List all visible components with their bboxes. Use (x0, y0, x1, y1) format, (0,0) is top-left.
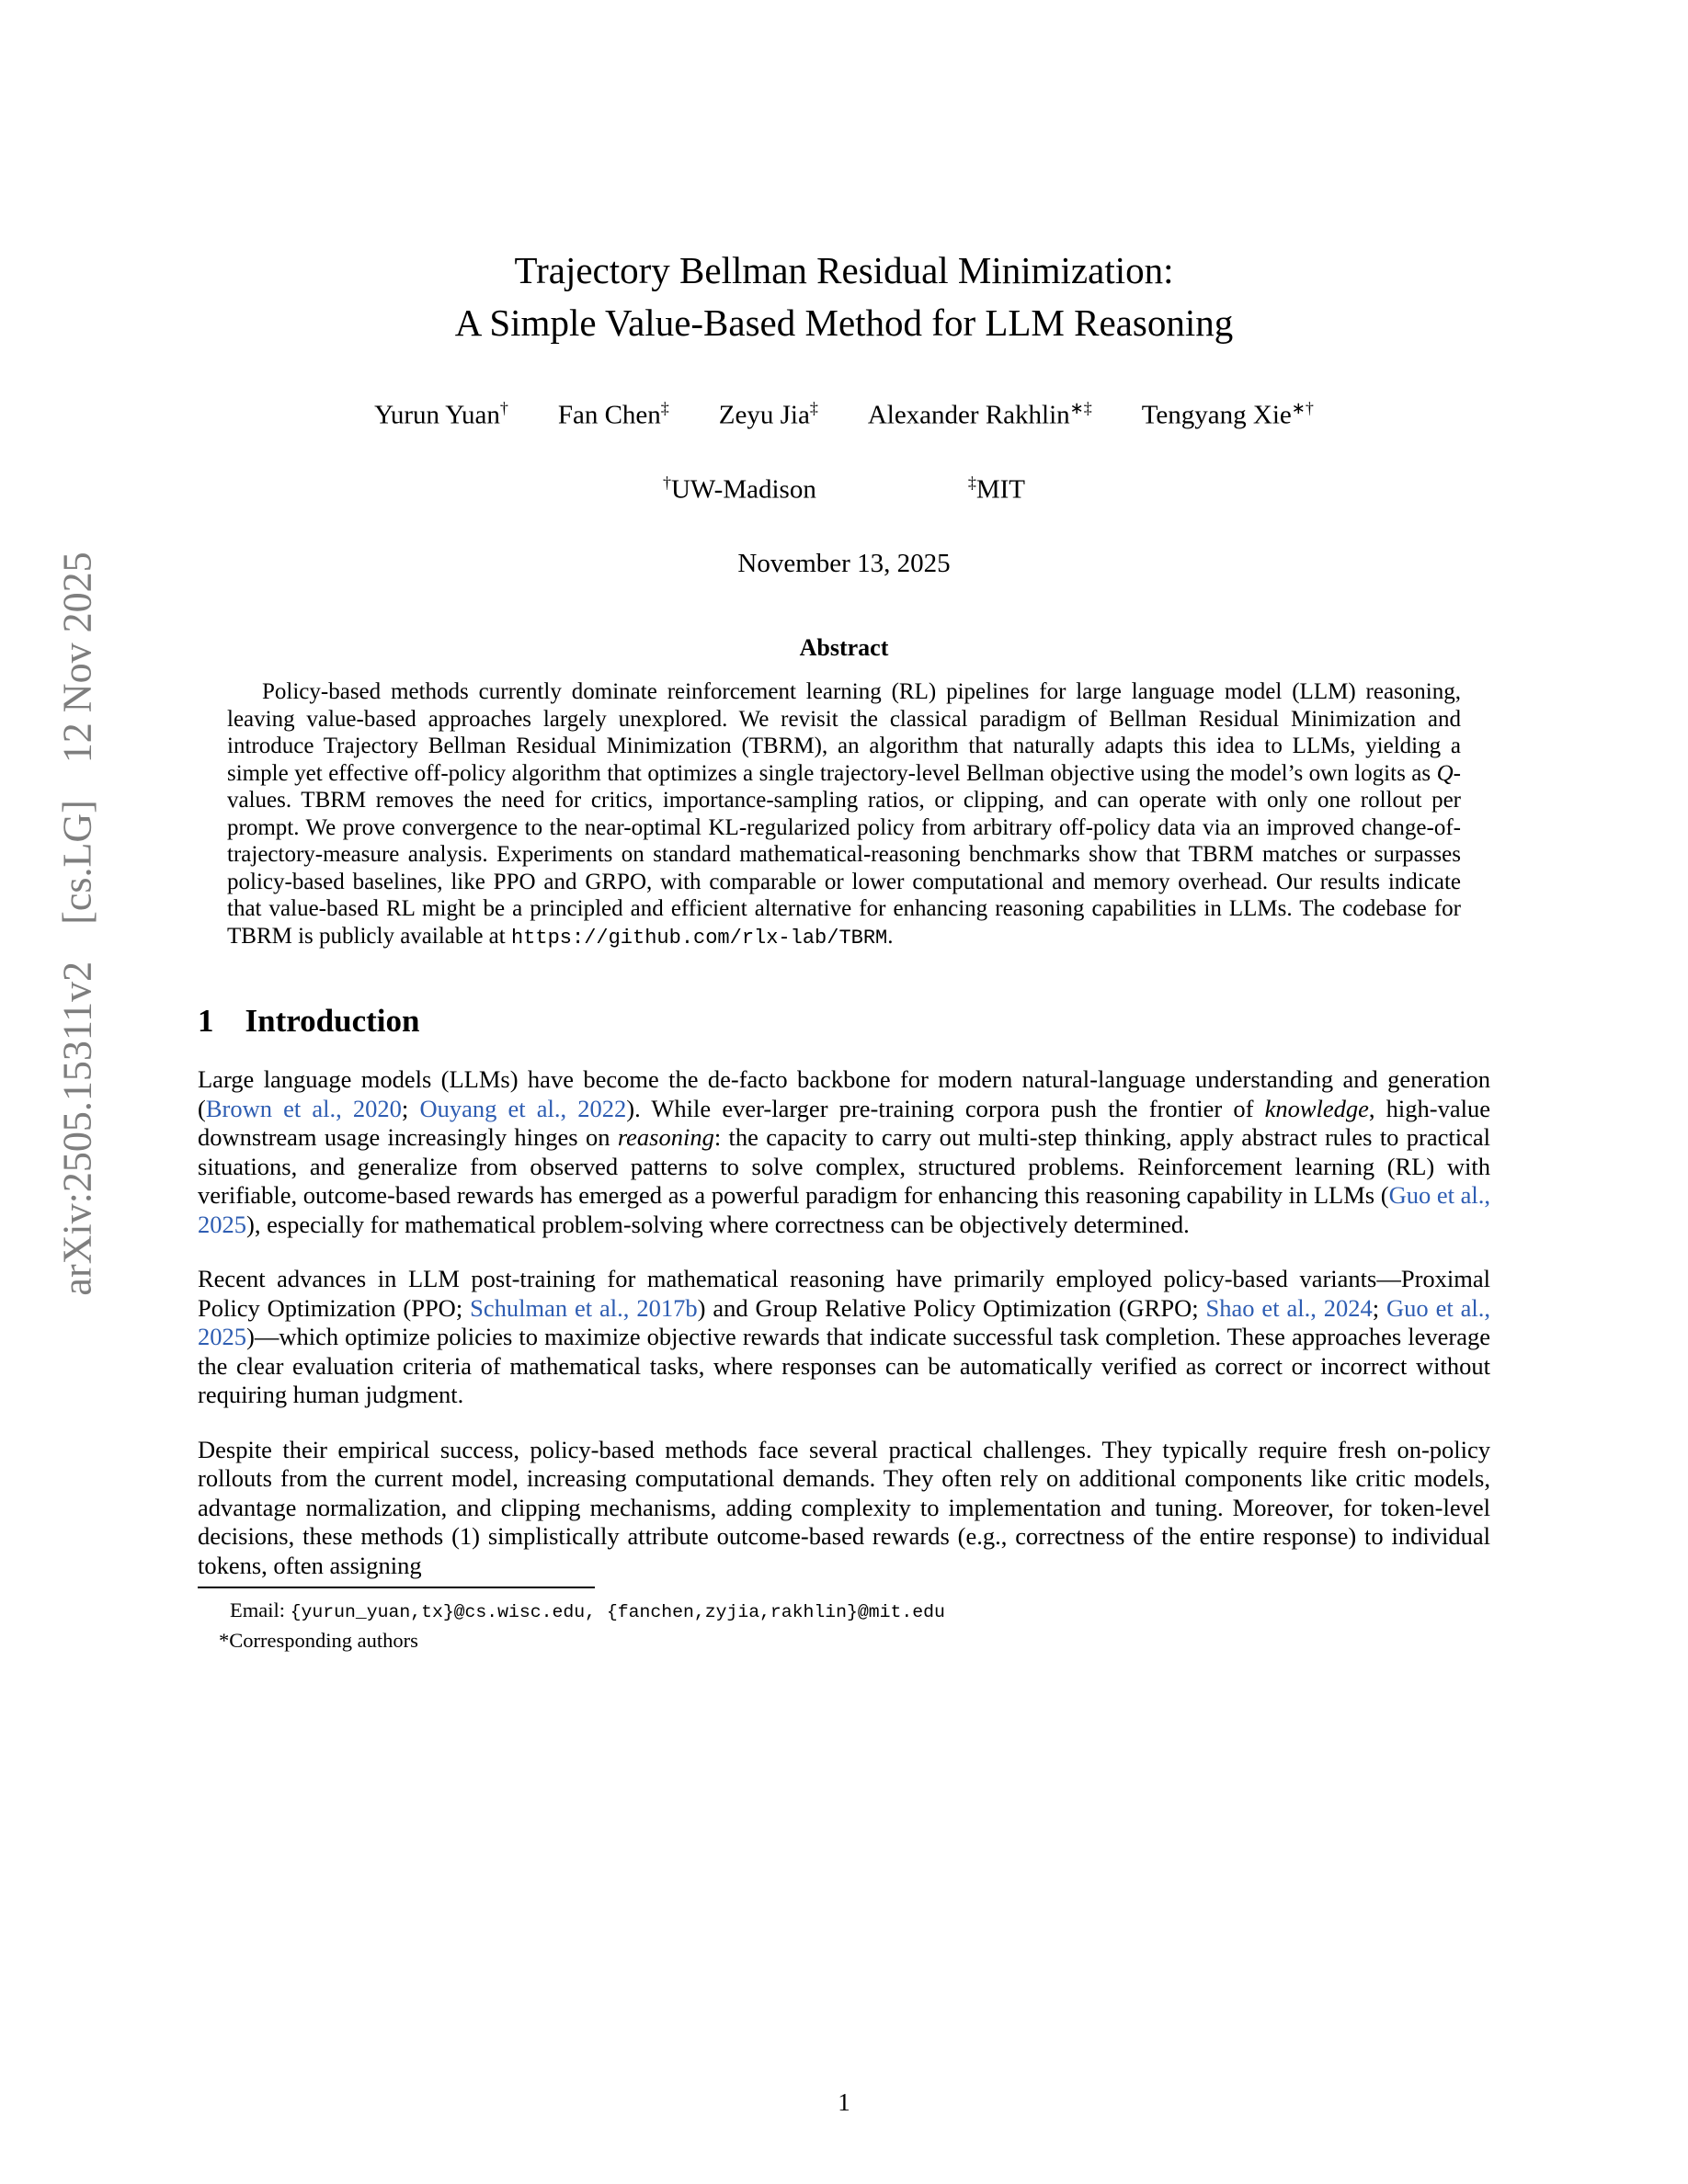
footnote-rule (198, 1587, 595, 1588)
affiliation (663, 473, 816, 506)
section-title: Introduction (245, 1003, 420, 1040)
author (1142, 399, 1314, 431)
author-list (198, 399, 1490, 431)
citation-link[interactable]: Brown et al., 2020 (205, 1094, 402, 1122)
text-run: Despite their empirical success, policy-based methods face several practical challenges. They typically require fresh on-policy rollouts from the current model, increasing computational demands. They often rely on additional components like critic models, advantage normalization, and clipping mechanisms, adding complexity to implementation and tuning. Moreover, for token-level decisions, these methods (1) simplistically attribute outcome-based rewards (e.g., correctness of the entire response) to individual tokens, often assigning (198, 1435, 1490, 1579)
text-run: ) and Group Relative Policy Optimization (GRPO; (697, 1293, 1206, 1322)
author-name: Yurun Yuan (374, 400, 500, 430)
text-run: Q (1436, 760, 1454, 786)
citation-link[interactable]: Guo et al., 2025 (198, 1181, 1490, 1238)
author (719, 399, 818, 431)
text-run: knowledge (1264, 1094, 1369, 1122)
paper-body (198, 245, 1490, 1580)
text-run: )—which optimize policies to maximize objective rewards that indicate successful task completion. These approaches leverage the clear evaluation criteria of mathematical tasks, where responses can be automatically verified as correct or incorrect without requiring human judgment. (198, 1323, 1490, 1409)
abstract-text (227, 678, 1461, 951)
paper-title (198, 245, 1490, 349)
text-run: Large language models (LLMs) have become the de-facto backbone for modern natural-language understanding and generation ( (198, 1065, 1490, 1122)
author-name: Zeyu Jia (718, 400, 810, 430)
affiliation-name: MIT (975, 474, 1025, 505)
arxiv-id: arXiv:2505.15311v2 (54, 961, 100, 1296)
affiliation-list (198, 473, 1490, 506)
affiliation (968, 473, 1025, 506)
text-run: Email: (230, 1598, 291, 1621)
text-run: reasoning (617, 1123, 714, 1152)
footnote-email (198, 1598, 1490, 1625)
section-number: 1 (198, 1003, 214, 1040)
text-run: . (887, 923, 894, 949)
intro-paragraph-3 (198, 1436, 1490, 1581)
page-number: 1 (838, 2088, 850, 2116)
author-affiliation-mark: ‡ (660, 399, 669, 417)
affiliation-mark: † (662, 472, 671, 492)
citation-link[interactable]: Shao et al., 2024 (1205, 1293, 1373, 1322)
text-run: {yurun_yuan,tx}@cs.wisc.edu, {fanchen,zyjia,rakhlin}@mit.edu (290, 1602, 945, 1622)
text-run: ; (1372, 1293, 1387, 1322)
author-affiliation-mark: ∗† (1291, 399, 1314, 417)
text-run: ; (401, 1094, 420, 1122)
author-affiliation-mark: ‡ (809, 399, 818, 417)
arxiv-category: [cs.LG] (54, 800, 100, 925)
arxiv-date: 12 Nov 2025 (54, 552, 100, 764)
author (558, 399, 669, 431)
author-name: Fan Chen (557, 400, 661, 430)
author (868, 399, 1092, 431)
author-affiliation-mark: ∗‡ (1069, 399, 1092, 417)
text-run: -values. TBRM removes the need for critics, importance-sampling ratios, or clipping, and can operate with only one rollout per prompt. We prove convergence to the near-optimal KL-regularized policy from arbitrary off-policy data via an improved change-of-trajectory-measure analysis. Experiments on standard mathematical-reasoning benchmarks show that TBRM matches or surpasses policy-based baselines, like PPO and GRPO, with comparable or lower computational and memory overhead. Our results indicate that value-based RL might be a principled and efficient alternative for enhancing reasoning capabilities in LLMs. The codebase for TBRM is publicly available at (227, 760, 1461, 949)
affiliation-mark: ‡ (967, 472, 976, 492)
author-name: Alexander Rakhlin (867, 400, 1070, 430)
text-run: ). While ever-larger pre-training corpora push the frontier of (626, 1094, 1265, 1122)
text-run: Recent advances in LLM post-training for mathematical reasoning have primarily employed policy-based variants—Proximal Policy Optimization (PPO; (198, 1265, 1490, 1322)
section-heading-introduction (198, 1003, 1490, 1040)
citation-link[interactable]: Guo et al., 2025 (198, 1293, 1490, 1351)
author-name: Tengyang Xie (1141, 400, 1292, 430)
paper-title-line1: Trajectory Bellman Residual Minimization: (514, 249, 1174, 291)
text-run: : the capacity to carry out multi-step thinking, apply abstract rules to practical situations, and generalize from observed patterns to solve complex, structured problems. Reinforcement learning (RL) with verifiable, outcome-based rewards has emerged as a powerful paradigm for enhancing this reasoning capability in LLMs ( (198, 1123, 1490, 1210)
citation-link[interactable]: Schulman et al., 2017b (470, 1293, 698, 1322)
arxiv-stamp (54, 552, 101, 1295)
author (374, 399, 508, 431)
text-run: , high-value downstream usage increasingly hinges on (198, 1094, 1490, 1152)
intro-paragraph-1 (198, 1065, 1490, 1239)
text-run: ), especially for mathematical problem-solving where correctness can be objectively determined. (246, 1210, 1190, 1238)
paper-date: November 13, 2025 (737, 549, 951, 579)
intro-paragraph-2 (198, 1265, 1490, 1410)
url-link[interactable]: https://github.com/rlx-lab/TBRM (510, 926, 888, 950)
affiliation-name: UW-Madison (670, 474, 816, 505)
footnote-corresponding-authors: *Corresponding authors (219, 1629, 418, 1652)
footnote (198, 1587, 1490, 1654)
author-affiliation-mark: † (499, 399, 508, 417)
citation-link[interactable]: Ouyang et al., 2022 (419, 1094, 627, 1122)
abstract-heading: Abstract (799, 634, 889, 662)
paper-title-line2: A Simple Value-Based Method for LLM Reasoning (454, 301, 1234, 344)
text-run: Policy-based methods currently dominate reinforcement learning (RL) pipelines for large language model (LLM) reasoning, leaving value-based approaches largely unexplored. We revisit the classical paradigm of Bellman Residual Minimization and introduce Trajectory Bellman Residual Minimization (TBRM), an algorithm that naturally adapts this idea to LLMs, yielding a simple yet effective off-policy algorithm that optimizes a single trajectory-level Bellman objective using the model’s own logits as (227, 679, 1461, 786)
